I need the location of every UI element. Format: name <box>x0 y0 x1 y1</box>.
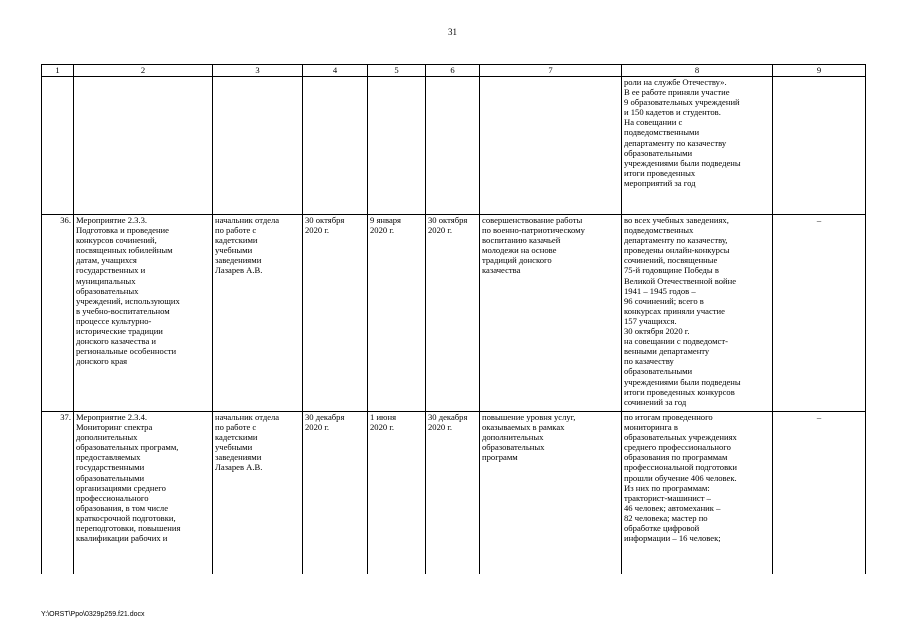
cell-expected-result: совершенствование работы по военно-патриотическому воспитанию казачьей молодежи на основе традиций донского казачества <box>480 215 622 412</box>
cell-actual-result: по итогам проведенного мониторинга в образовательных учреждениях среднего профессионального образования по программам профессиональной подготовки прошли обучение 406 человек. Из них по программам: тракторист-машинист – 46 человек; автомеханик – 82 человека; мастер по обработке цифровой информации – 16 человек; <box>622 412 773 575</box>
cell-empty <box>42 77 74 215</box>
cell-planned-date: 30 октября 2020 г. <box>303 215 368 412</box>
cell-empty <box>213 77 303 215</box>
column-header-row <box>42 65 866 77</box>
table-row <box>42 412 866 575</box>
column-header-5: 5 <box>368 65 426 77</box>
cell-end-date: 30 декабря 2020 г. <box>426 412 480 575</box>
column-header-2: 2 <box>74 65 213 77</box>
cell-planned-date: 30 декабря 2020 г. <box>303 412 368 575</box>
file-path-footer: Y:\ORST\Ppo\0329p259.f21.docx <box>41 611 145 618</box>
column-header-7: 7 <box>480 65 622 77</box>
cell-activity-name: Мероприятие 2.3.3. Подготовка и проведение конкурсов сочинений, посвященных юбилейным датам, учащихся государственных и муниципальных образовательных учреждений, использующих в учебно-воспитательном процессе культурно- исторические традиции донского казачества и региональные особенности донского края <box>74 215 213 412</box>
cell-expected-result: повышение уровня услуг, оказываемых в рамках дополнительных образовательных программ <box>480 412 622 575</box>
page-number: 31 <box>448 27 457 37</box>
cell-start-date: 9 января 2020 г. <box>368 215 426 412</box>
cell-end-date: 30 октября 2020 г. <box>426 215 480 412</box>
column-header-9: 9 <box>773 65 866 77</box>
column-header-4: 4 <box>303 65 368 77</box>
table-row <box>42 215 866 412</box>
report-table <box>41 64 866 574</box>
column-header-3: 3 <box>213 65 303 77</box>
table-row-continuation <box>42 77 866 215</box>
cell-actual-result: роли на службе Отечеству». В ее работе приняли участие 9 образовательных учреждений и 150 кадетов и студентов. На совещании с подведомственными департаменту по казачеству образовательными учреждениями были подведены итоги проведенных мероприятий за год <box>622 77 773 215</box>
cell-note: – <box>773 412 866 575</box>
column-header-1: 1 <box>42 65 74 77</box>
cell-empty <box>480 77 622 215</box>
column-header-8: 8 <box>622 65 773 77</box>
cell-responsible: начальник отдела по работе с кадетскими учебными заведениями Лазарев А.В. <box>213 412 303 575</box>
cell-row-number: 36. <box>42 215 74 412</box>
cell-empty <box>368 77 426 215</box>
column-header-6: 6 <box>426 65 480 77</box>
cell-note: – <box>773 215 866 412</box>
cell-responsible: начальник отдела по работе с кадетскими учебными заведениями Лазарев А.В. <box>213 215 303 412</box>
cell-row-number: 37. <box>42 412 74 575</box>
cell-start-date: 1 июня 2020 г. <box>368 412 426 575</box>
cell-actual-result: во всех учебных заведениях, подведомственных департаменту по казачеству, проведены онлайн-конкурсы сочинений, посвященные 75-й годовщине Победы в Великой Отечественной войне 1941 – 1945 годов – 96 сочинений; всего в конкурсах приняли участие 157 учащихся. 30 октября 2020 г. на совещании с подведомст- венными департаменту по казачеству образовательными учреждениями были подведены итоги проведенных конкурсов сочинений за год <box>622 215 773 412</box>
cell-empty <box>74 77 213 215</box>
cell-activity-name: Мероприятие 2.3.4. Мониторинг спектра дополнительных образовательных программ, предоставляемых государственными образовательными организациями среднего профессионального образования, в том числе краткосрочной подготовки, переподготовки, повышения квалификации рабочих и <box>74 412 213 575</box>
cell-empty <box>426 77 480 215</box>
cell-empty <box>303 77 368 215</box>
cell-empty <box>773 77 866 215</box>
